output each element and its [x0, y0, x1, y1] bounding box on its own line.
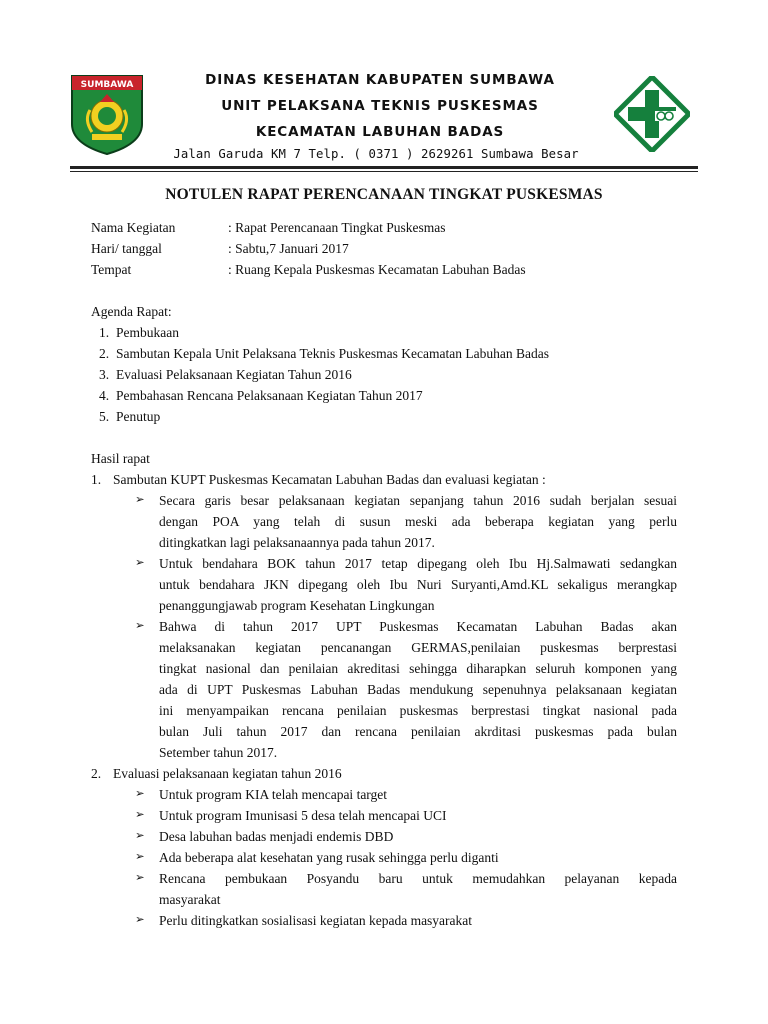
crest-banner-text: SUMBAWA	[80, 80, 134, 90]
hasil-point-line: Untuk program KIA telah mencapai target	[159, 787, 388, 802]
agenda-item: Evaluasi Pelaksanaan Kegiatan Tahun 2016	[116, 367, 352, 382]
agenda-item-number: 5.	[99, 409, 110, 424]
hasil-point-line: Ada beberapa alat kesehatan yang rusak sehingga perlu diganti	[159, 850, 499, 865]
agenda-item-number: 4.	[99, 388, 110, 403]
arrow-bullet-icon: ➢	[135, 872, 145, 884]
hasil-section-title: Evaluasi pelaksanaan kegiatan tahun 2016	[113, 766, 342, 781]
agenda-item-number: 1.	[99, 325, 110, 340]
info-value-hari-tanggal: : Sabtu,7 Januari 2017	[228, 241, 349, 256]
hasil-point-line: Secara garis besar pelaksanaan kegiatan sepanjang tahun 2016 sudah berjalan sesuai	[159, 493, 677, 508]
hasil-heading: Hasil rapat	[91, 451, 150, 466]
agenda-item: Pembukaan	[116, 325, 179, 340]
agenda-item: Penutup	[116, 409, 161, 424]
info-label-hari-tanggal: Hari/ tanggal	[91, 241, 162, 256]
document-title: NOTULEN RAPAT PERENCANAAN TINGKAT PUSKESMAS	[165, 186, 603, 203]
arrow-bullet-icon: ➢	[135, 809, 145, 821]
letterhead-address: Jalan Garuda KM 7 Telp. ( 0371 ) 2629261 Sumbawa Besar	[173, 147, 579, 161]
info-label-tempat: Tempat	[91, 262, 132, 277]
hasil-point-line: Bahwa di tahun 2017 UPT Puskesmas Kecamatan Labuhan Badas akan	[159, 619, 677, 634]
hasil-point-line: Desa labuhan badas menjadi endemis DBD	[159, 829, 394, 844]
agenda-item: Pembahasan Rencana Pelaksanaan Kegiatan Tahun 2017	[116, 388, 423, 403]
arrow-bullet-icon: ➢	[135, 557, 145, 569]
hasil-point-line: tingkat nasional dan penilaian akreditasi sehingga diharapkan seluruh komponen yang	[159, 661, 677, 676]
agenda-item-number: 2.	[99, 346, 110, 361]
letterhead-divider-thick	[70, 166, 698, 169]
hasil-point-line: untuk bendahara JKN dipegang oleh Ibu Nuri Suryanti,Amd.KL sekaligus merangkap	[159, 577, 677, 592]
hasil-point-line: Untuk program Imunisasi 5 desa telah mencapai UCI	[159, 808, 447, 823]
letterhead-line-2: UNIT PELAKSANA TEKNIS PUSKESMAS	[221, 98, 539, 114]
hasil-section-number: 1.	[91, 472, 102, 487]
agenda-item-number: 3.	[99, 367, 110, 382]
letterhead-line-3: KECAMATAN LABUHAN BADAS	[255, 124, 505, 140]
hasil-point-line: dengan POA yang telah di susun meski ada beberapa kegiatan yang perlu	[159, 514, 677, 529]
hasil-point-line: penanggungjawab program Kesehatan Lingkungan	[159, 598, 435, 613]
regency-crest-icon	[70, 74, 144, 156]
arrow-bullet-icon: ➢	[135, 851, 145, 863]
arrow-bullet-icon: ➢	[135, 788, 145, 800]
hasil-point-line: melaksanakan kegiatan pencanangan GERMAS,penilaian puskesmas berprestasi	[159, 640, 677, 655]
arrow-bullet-icon: ➢	[135, 914, 145, 926]
hasil-point-line: ada di UPT Puskesmas Labuhan Badas mendukung sepenuhnya pelaksanaan kegiatan	[159, 682, 677, 697]
hasil-point-line: Perlu ditingkatkan sosialisasi kegiatan kepada masyarakat	[159, 913, 473, 928]
letterhead-line-1: DINAS KESEHATAN KABUPATEN SUMBAWA	[205, 72, 555, 88]
hasil-section-number: 2.	[91, 766, 102, 781]
hasil-point-line: ditingkatkan lagi pelaksanaannya pada tahun 2017.	[159, 535, 435, 550]
agenda-heading: Agenda Rapat:	[91, 304, 172, 319]
info-value-tempat: : Ruang Kepala Puskesmas Kecamatan Labuhan Badas	[228, 262, 526, 277]
arrow-bullet-icon: ➢	[135, 494, 145, 506]
arrow-bullet-icon: ➢	[135, 620, 145, 632]
letterhead-divider-thin	[70, 171, 698, 172]
puskesmas-cross-icon	[614, 76, 690, 152]
hasil-section-title: Sambutan KUPT Puskesmas Kecamatan Labuhan Badas dan evaluasi kegiatan :	[113, 472, 546, 487]
hasil-point-line: Rencana pembukaan Posyandu baru untuk memudahkan pelayanan kepada	[159, 871, 677, 886]
info-value-nama-kegiatan: : Rapat Perencanaan Tingkat Puskesmas	[228, 220, 446, 235]
info-label-nama-kegiatan: Nama Kegiatan	[91, 220, 176, 235]
hasil-point-line: Setember tahun 2017.	[159, 745, 278, 760]
hasil-point-line: masyarakat	[159, 892, 221, 907]
agenda-item: Sambutan Kepala Unit Pelaksana Teknis Puskesmas Kecamatan Labuhan Badas	[116, 346, 549, 361]
arrow-bullet-icon: ➢	[135, 830, 145, 842]
hasil-point-line: ini menyampaikan rencana penilaian puskesmas berprestasi tingkat nasional pada	[159, 703, 677, 718]
hasil-point-line: Untuk bendahara BOK tahun 2017 tetap dipegang oleh Ibu Hj.Salmawati sedangkan	[159, 556, 677, 571]
hasil-point-line: bulan Juli tahun 2017 dan rencana penilaian akrditasi puskesmas pada bulan	[159, 724, 677, 739]
